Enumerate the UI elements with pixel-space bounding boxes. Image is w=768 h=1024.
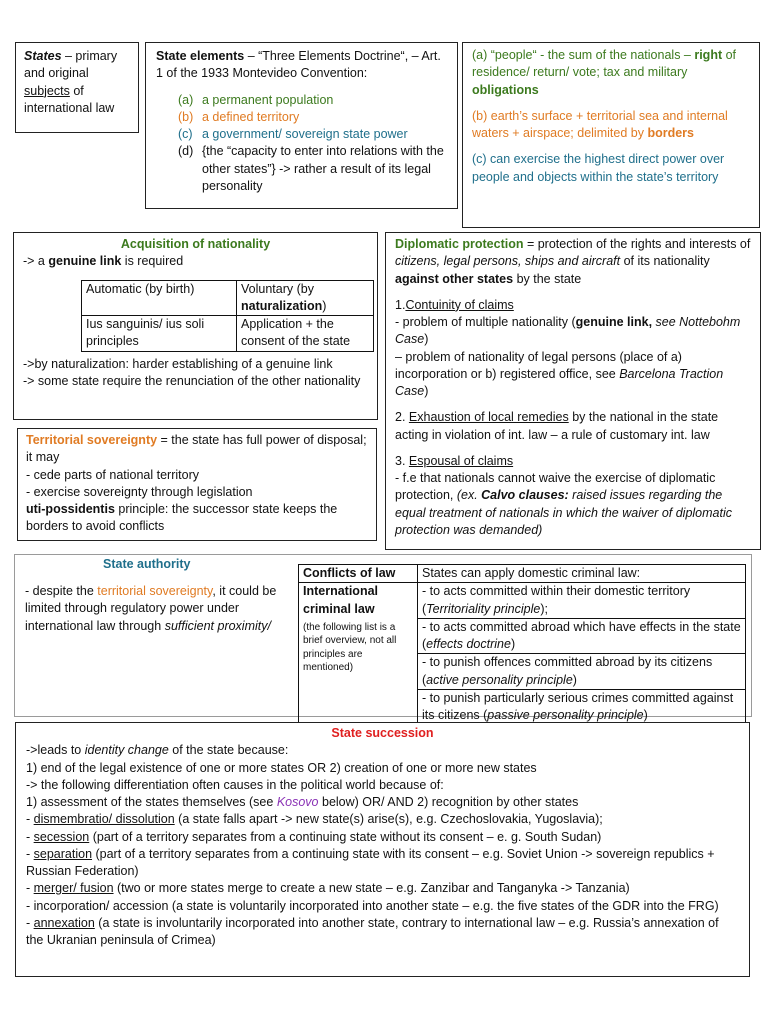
active-personality: - to punish offences committed abroad by its citizens (active personality principle) — [418, 654, 745, 690]
state-authority-title: State authority — [103, 557, 191, 571]
state-authority-box — [14, 554, 752, 722]
succession-secession: - secession (part of a territory separates from a continuing state without its consent – e. g. South Sudan) — [26, 829, 602, 844]
nationality-box — [13, 232, 378, 420]
element-population: (a) a permanent population — [178, 92, 334, 107]
element-capacity: (d) {the “capacity to enter into relations with the other states”} -> rather a result of its legal personality — [178, 144, 444, 193]
element-territory: (b) a defined territory — [178, 109, 300, 124]
states-definition: States – primary and original subjects of international law — [24, 49, 118, 115]
exercise-legislation: - exercise sovereignty through legislation — [26, 484, 253, 499]
differentiation-note: -> the following differentiation often causes in the political world because of: — [26, 777, 444, 792]
state-succession-title: State succession — [331, 726, 434, 740]
diplomatic-protection-box — [385, 232, 761, 550]
diplomatic-intro: Diplomatic protection = protection of the rights and interests of citizens, legal persons, ships and aircraft of its nationality against other states by the state — [395, 237, 751, 286]
nationality-title: Acquisition of nationality — [120, 237, 271, 251]
passive-personality: - to punish particularly serious crimes committed against its citizens (passive personality principle) — [422, 690, 734, 722]
espousal-heading: 3. Espousal of claims — [395, 453, 514, 468]
genuine-link-line: -> a genuine link is required — [23, 254, 184, 269]
element-government: (c) a government/ sovereign state power — [178, 127, 408, 141]
multiple-nationality: - problem of multiple nationality (genuine link, see Nottebohm Case) — [395, 315, 741, 347]
state-succession-box — [15, 722, 750, 977]
succession-dismembratio: - dismembratio/ dissolution (a state falls apart -> new state(s) arise(s), e.g. Czechoslovakia, Yugoslavia); — [26, 812, 603, 827]
cede-territory: - cede parts of national territory — [26, 467, 199, 482]
detail-people: (a) “people“ - the sum of the nationals – right of residence/ return/ vote; tax and military obligations — [472, 48, 737, 97]
assessment-recognition: 1) assessment of the states themselves (see Kosovo below) OR/ AND 2) recognition by other states — [26, 795, 579, 809]
domestic-law-header: States can apply domestic criminal law: — [418, 565, 746, 583]
espousal-text: - f.e that nationals cannot waive the exercise of diplomatic protection, (ex. Calvo clauses: raised issues regarding the equal treatment of nationals in which the waiver of diplomatic protection was demanded) — [395, 471, 732, 537]
continuity-heading: 1.Contuinity of claims — [395, 297, 514, 312]
conflicts-header: Conflicts of law — [299, 565, 418, 583]
state-authority-text: - despite the territorial sovereignty, it could be limited through regulatory power under international law through sufficient proximity/ — [25, 584, 277, 633]
state-elements-box — [145, 42, 458, 209]
naturalization-note: ->by naturalization: harder establishing of a genuine link — [23, 356, 333, 371]
identity-change: ->leads to identity change of the state because: — [26, 743, 289, 758]
territorial-sovereignty-box — [17, 428, 377, 541]
table-header-automatic: Automatic (by birth) — [82, 280, 237, 316]
detail-territory: (b) earth’s surface + territorial sea and internal waters + airspace; delimited by borders — [472, 108, 728, 140]
nationality-table — [81, 280, 374, 352]
table-cell-ius: Ius sanguinis/ ius soli principles — [82, 316, 237, 352]
succession-merger: - merger/ fusion (two or more states merge to create a new state – e.g. Zanzibar and Tanganyka -> Tanzania) — [26, 881, 630, 896]
exhaustion-remedies: 2. Exhaustion of local remedies by the national in the state acting in violation of int. law – a rule of customary int. law — [395, 410, 719, 442]
territoriality-principle: - to acts committed within their domestic territory (Territoriality principle); — [418, 583, 745, 619]
succession-causes: 1) end of the legal existence of one or more states OR 2) creation of one or more new states — [26, 760, 537, 775]
succession-separation: - separation (part of a territory separates from a continuing state with its consent – e.g. Soviet Union -> sovereign republics + Russian Federation) — [26, 846, 715, 878]
renunciation-note: -> some state require the renunciation of the other nationality — [23, 373, 361, 388]
element-details-box — [462, 42, 760, 228]
succession-annexation: - annexation (a state is involuntarily incorporated into another state, contrary to international law – e.g. Russia’s annexation of the Ukranian peninsula of Crimea) — [26, 915, 719, 947]
table-header-voluntary: Voluntary (by naturalization) — [237, 280, 374, 316]
international-criminal-law-cell: International criminal law (the following list is a brief overview, not all principles are mentioned) — [299, 583, 418, 725]
territorial-definition: Territorial sovereignty = the state has full power of disposal; it may — [26, 433, 367, 465]
principles-cell — [418, 583, 746, 725]
state-elements-list — [156, 92, 447, 196]
conflicts-of-law-table — [298, 564, 746, 725]
table-cell-application: Application + the consent of the state — [237, 316, 374, 352]
succession-incorporation: - incorporation/ accession (a state is voluntarily incorporated into another state – e.g. the five states of the GDR into the FRG) — [26, 898, 719, 913]
effects-doctrine: - to acts committed abroad which have effects in the state (effects doctrine) — [418, 619, 745, 655]
legal-persons-nationality: – problem of nationality of legal persons (place of a) incorporation or b) registered office, see Barcelona Traction Case) — [395, 349, 724, 398]
state-elements-intro: State elements – “Three Elements Doctrine“, – Art. 1 of the 1933 Montevideo Convention: — [156, 49, 441, 81]
states-box — [15, 42, 139, 133]
detail-government: (c) can exercise the highest direct power over people and objects within the state’s territory — [472, 152, 725, 184]
uti-possidentis: uti-possidentis principle: the successor state keeps the borders to avoid conflicts — [26, 502, 338, 534]
